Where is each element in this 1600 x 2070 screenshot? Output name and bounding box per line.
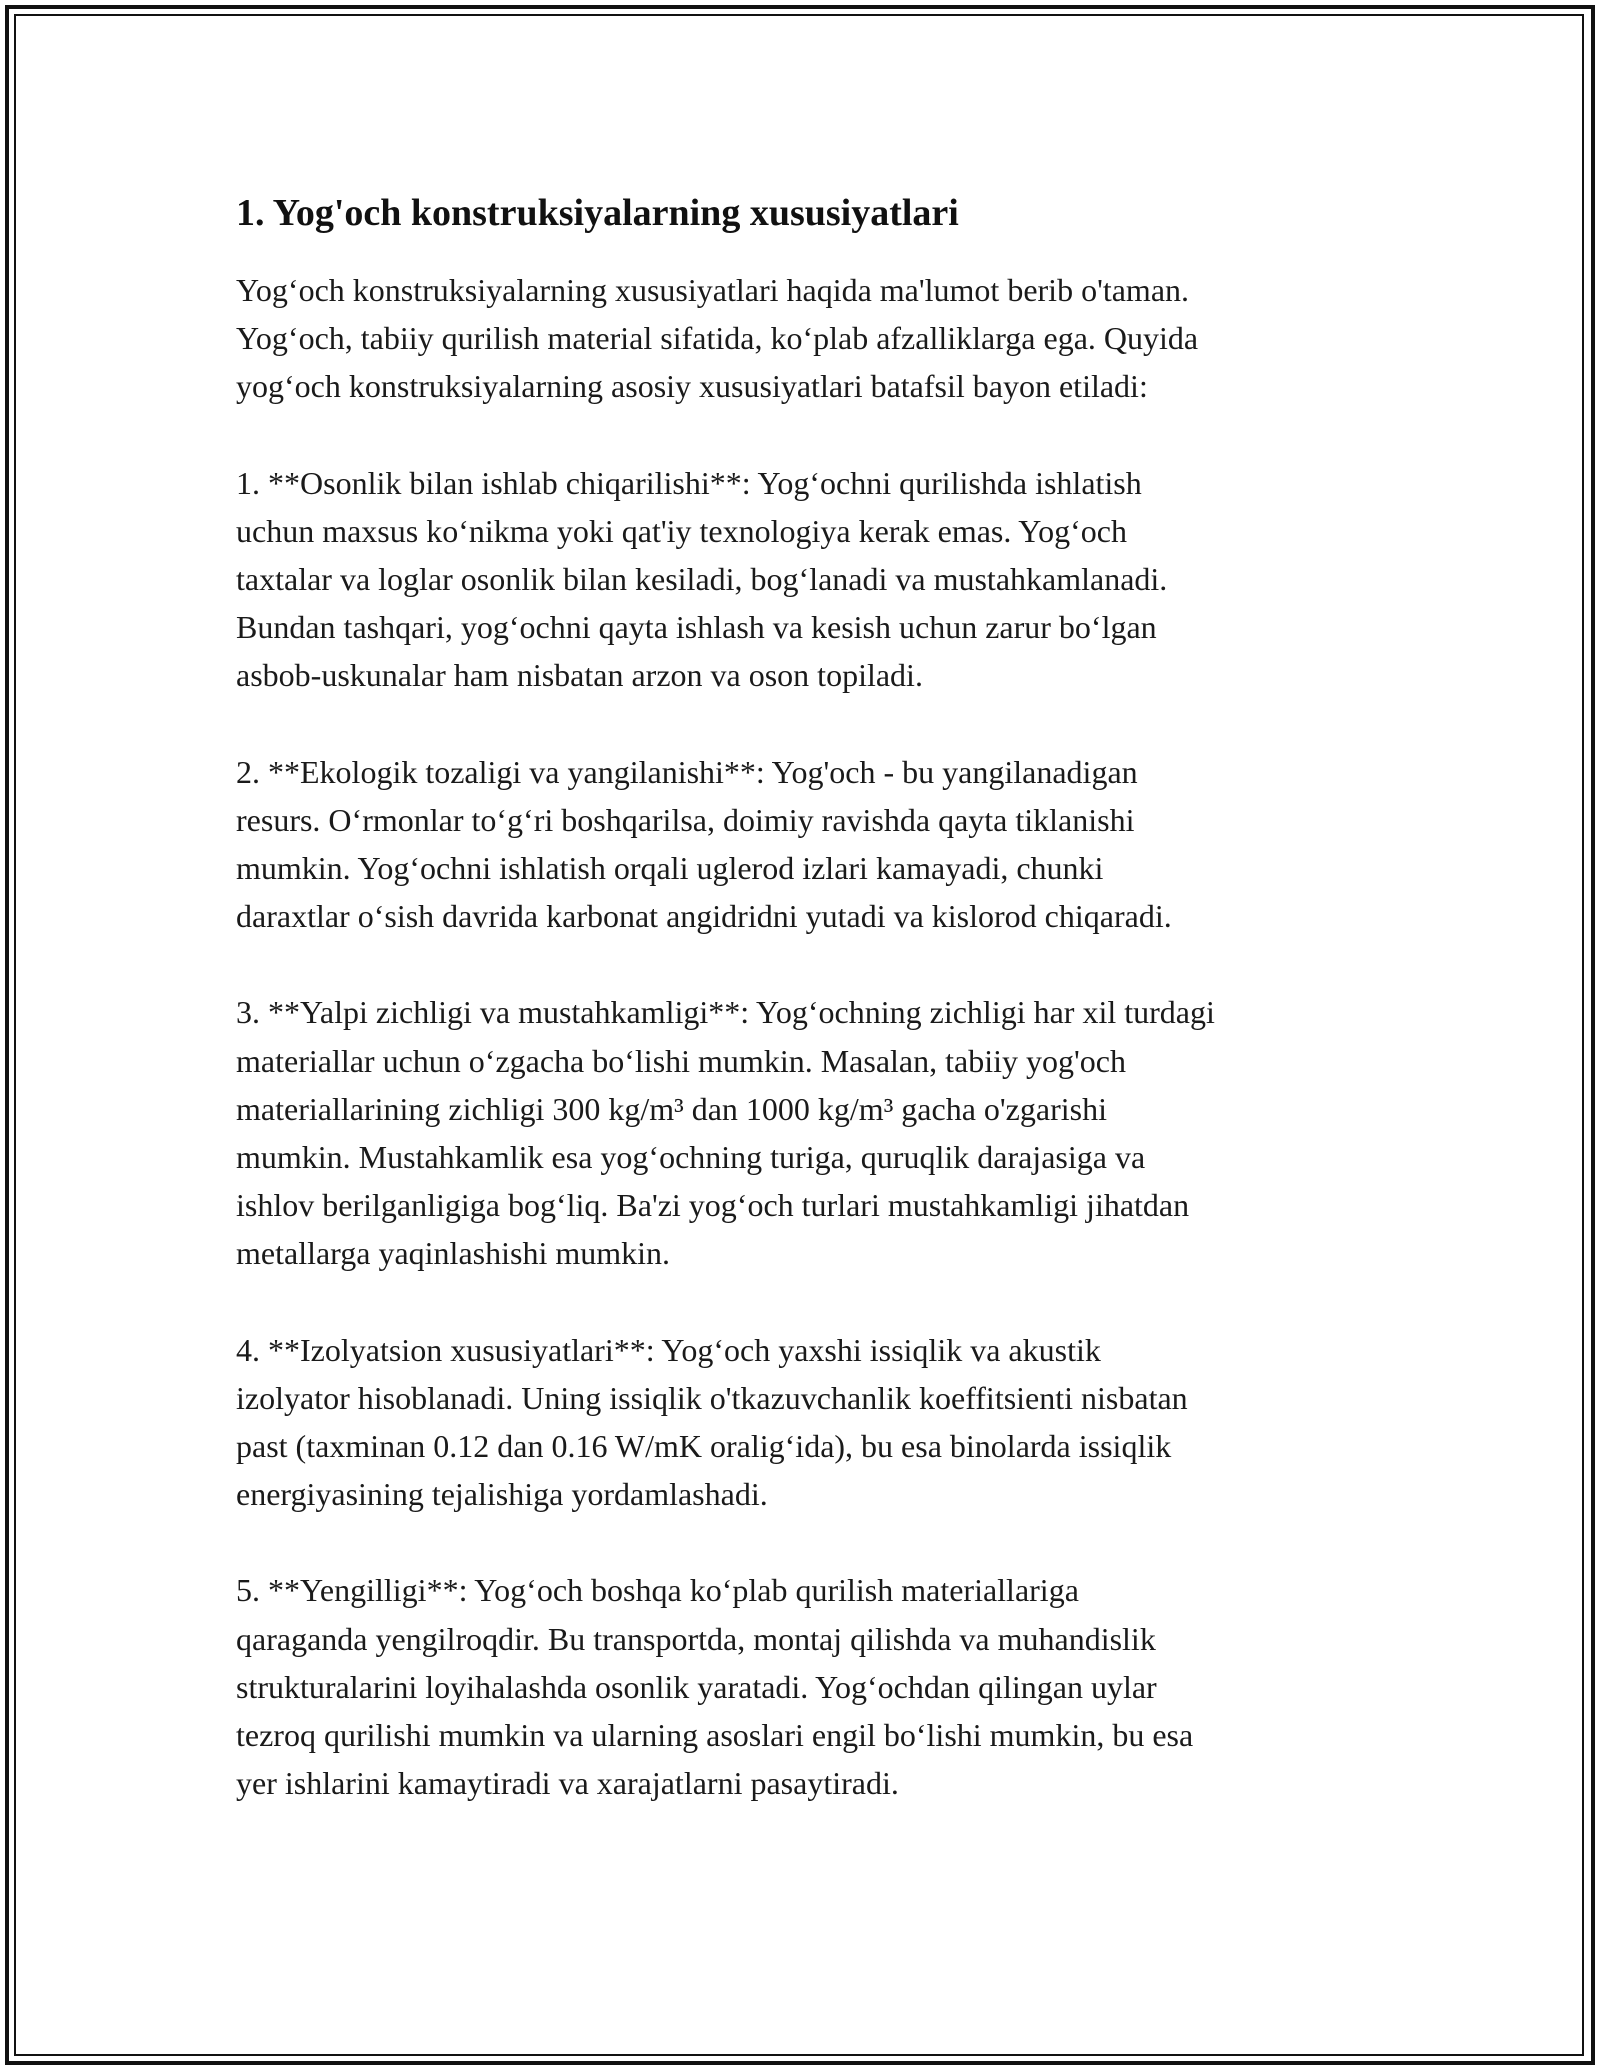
document-body <box>236 186 1386 1855</box>
list-item-2: 2. **Ekologik tozaligi va yangilanishi**: Yog'och - bu yangilanadigan resurs. O‘rmonlar to‘g‘ri boshqarilsa, doimiy ravishda qayta tiklanishi mumkin. Yog‘ochni ishlatish orqali uglerod izlari kamayadi, chunki daraxtlar o‘sish davrida karbonat angidridni yutadi va kislorod chiqaradi. <box>236 753 1172 935</box>
list-item-3: 3. **Yalpi zichligi va mustahkamligi**: Yog‘ochning zichligi har xil turdagi materiallar uchun o‘zgacha bo‘lishi mumkin. Masalan, tabiiy yog'och materiallarining zichligi 300 kg/m³ dan 1000 kg/m³ gacha o'zgarishi mumkin. Mustahkamlik esa yog‘ochning turiga, quruqlik darajasiga va ishlov berilganligiga bog‘liq. Ba'zi yog‘och turlari mustahkamligi jihatdan metallarga yaqinlashishi mumkin. <box>236 994 1215 1272</box>
list-item-4: 4. **Izolyatsion xususiyatlari**: Yog‘och yaxshi issiqlik va akustik izolyator hisoblanadi. Uning issiqlik o'tkazuvchanlik koeffitsienti nisbatan past (taxminan 0.12 dan 0.16 W/mK oralig‘ida), bu esa binolarda issiqlik energiyasining tejalishiga yordamlashadi. <box>236 1331 1188 1513</box>
list-item-5: 5. **Yengilligi**: Yog‘och boshqa ko‘plab qurilish materiallariga qaraganda yengilroqdir. Bu transportda, montaj qilishda va muhandislik strukturalarini loyihalashda osonlik yaratadi. Yog‘ochdan qilingan uylar tezroq qurilishi mumkin va ularning asoslari engil bo‘lishi mumkin, bu esa yer ishlarini kamaytiradi va xarajatlarni pasaytiradi. <box>236 1572 1194 1802</box>
document-title: 1. Yog'och konstruksiyalarning xususiyatlari <box>236 192 959 234</box>
list-item-1: 1. **Osonlik bilan ishlab chiqarilishi**: Yog‘ochni qurilishda ishlatish uchun maxsus ko‘nikma yoki qat'iy texnologiya kerak emas. Yog‘och taxtalar va loglar osonlik bilan kesiladi, bog‘lanadi va mustahkamlanadi. Bundan tashqari, yog‘ochni qayta ishlash va kesish uchun zarur bo‘lgan asbob-uskunalar ham nisbatan arzon va oson topiladi. <box>236 464 1168 694</box>
intro-paragraph: Yog‘och konstruksiyalarning xususiyatlari haqida ma'lumot berib o'taman. Yog‘och, tabiiy qurilish material sifatida, ko‘plab afzalliklarga ega. Quyida yog‘och konstruksiyalarning asosiy xususiyatlari batafsil bayon etiladi: <box>236 272 1199 405</box>
